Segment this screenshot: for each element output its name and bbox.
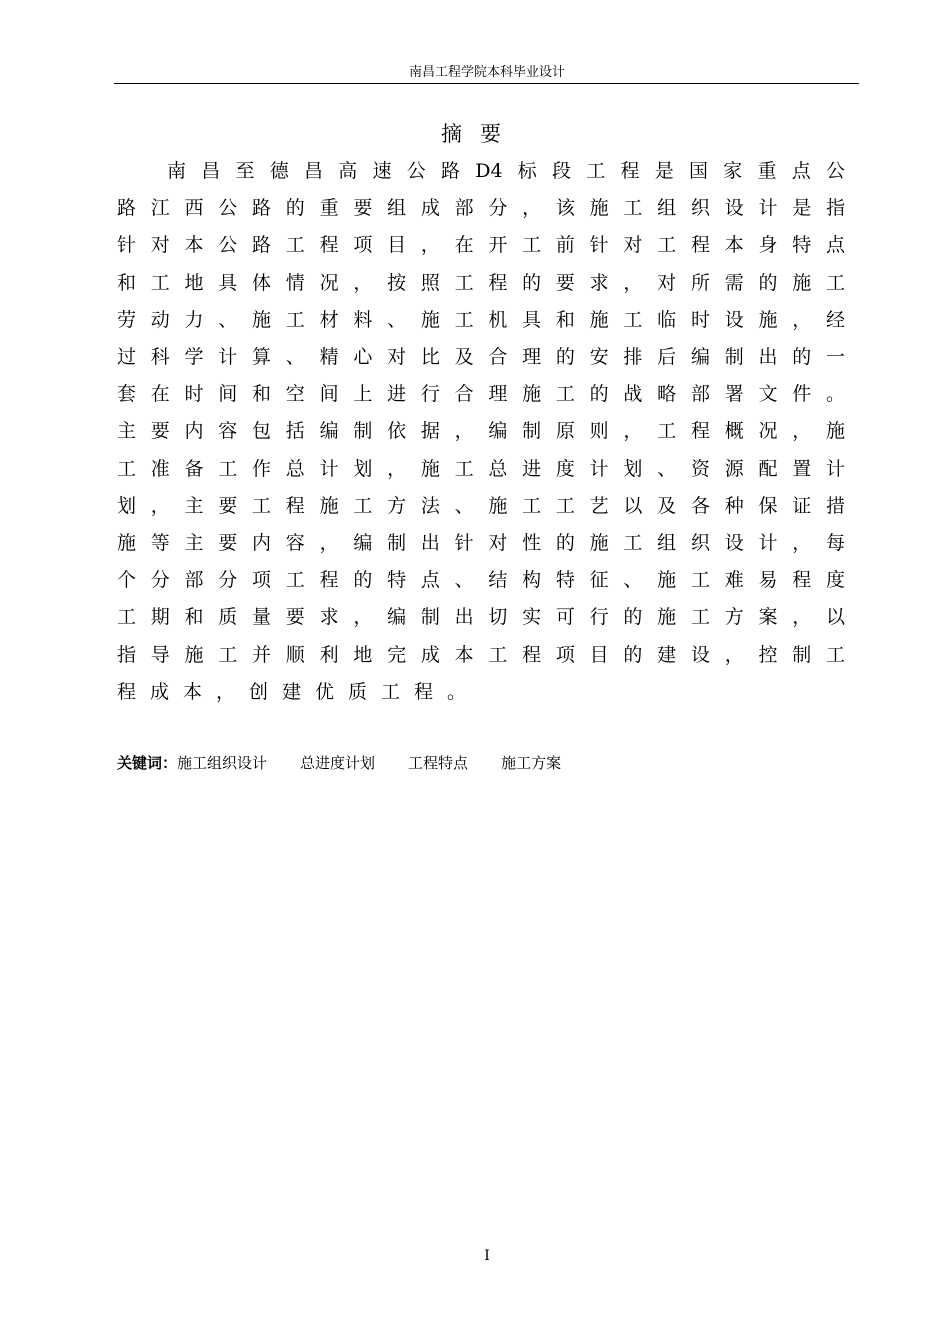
keyword-item: 施工组织设计 — [177, 754, 268, 772]
abstract-line: 个分部分项工程的特点、结构特征、施工难易程度 — [117, 569, 845, 592]
header-rule — [114, 83, 859, 84]
abstract-line: 路江西公路的重要组成部分，该施工组织设计是指 — [117, 197, 845, 220]
keyword-item: 工程特点 — [408, 754, 469, 772]
abstract-line: 主要内容包括编制依据，编制原则，工程概况，施 — [117, 420, 845, 443]
abstract-line: 工准备工作总计划，施工总进度计划、资源配置计 — [117, 457, 845, 480]
abstract-line: 施等主要内容，编制出针对性的施工组织设计，每 — [117, 532, 845, 555]
abstract-line: 指导施工并顺利地完成本工程项目的建设，控制工 — [117, 643, 845, 666]
page-header: 南昌工程学院本科毕业设计 — [408, 65, 565, 80]
page-number: I — [484, 1248, 490, 1264]
abstract-line: 南昌至德昌高速公路D4标段工程是国家重点公 — [167, 160, 845, 182]
abstract-line: 工期和质量要求，编制出切实可行的施工方案，以 — [117, 606, 845, 629]
keywords-row — [117, 752, 594, 774]
abstract-line: 过科学计算、精心对比及合理的安排后编制出的一 — [117, 346, 845, 369]
abstract-line: 和工地具体情况，按照工程的要求，对所需的施工 — [117, 271, 845, 294]
keyword-item: 总进度计划 — [300, 754, 376, 772]
abstract-title: 摘要 — [441, 122, 519, 146]
keywords-label: 关键词： — [117, 754, 178, 772]
keyword-item: 施工方案 — [501, 754, 562, 772]
abstract-line: 划，主要工程施工方法、施工工艺以及各种保证措 — [117, 494, 845, 517]
abstract-line: 劳动力、施工材料、施工机具和施工临时设施，经 — [117, 308, 845, 331]
abstract-body — [117, 153, 845, 711]
abstract-line: 程成本，创建优质工程。 — [117, 680, 481, 703]
abstract-line: 套在时间和空间上进行合理施工的战略部署文件。 — [117, 383, 845, 406]
abstract-line: 针对本公路工程项目，在开工前针对工程本身特点 — [117, 234, 845, 257]
